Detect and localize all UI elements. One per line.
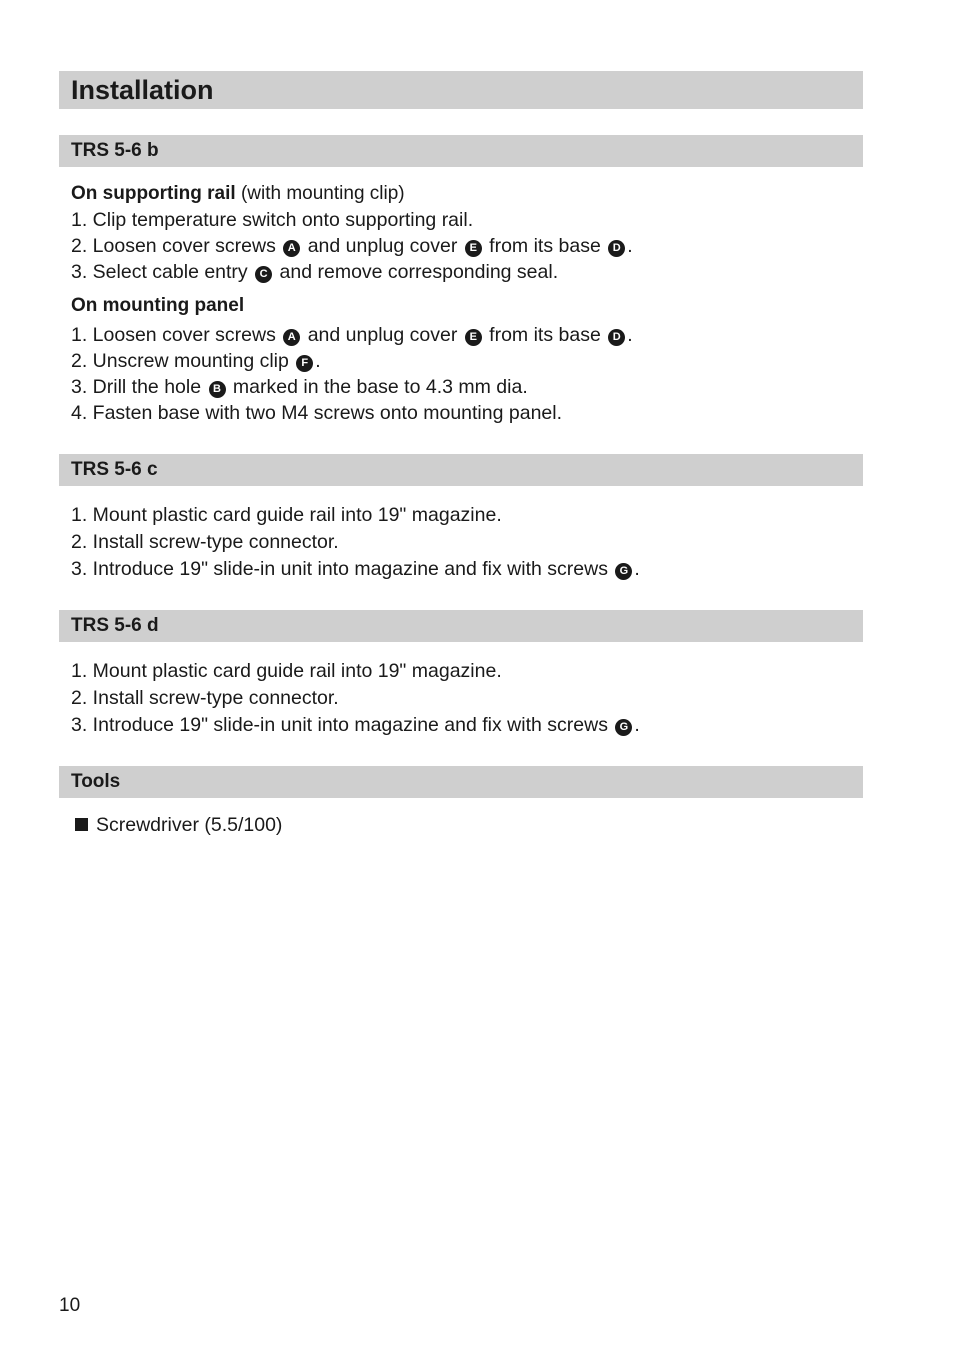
section-title: TRS 5-6 b <box>71 140 159 161</box>
step-text: 3. Select cable entry <box>71 261 248 283</box>
callout-marker-b: B <box>209 381 226 398</box>
step-text: 2. Install screw-type connector. <box>71 687 339 709</box>
section-header-trs-5-6-c <box>59 454 863 486</box>
callout-marker-e: E <box>465 240 482 257</box>
step-text: 2. Loosen cover screws <box>71 235 276 257</box>
step-item <box>71 322 851 348</box>
callout-marker-a: A <box>283 329 300 346</box>
section-title: TRS 5-6 d <box>71 615 159 636</box>
step-text: marked in the base to 4.3 mm dia. <box>232 376 528 398</box>
step-text: . <box>627 324 633 346</box>
step-item <box>71 259 851 285</box>
step-text: and unplug cover <box>307 235 458 257</box>
callout-marker-g: G <box>615 719 632 736</box>
step-text: . <box>315 350 321 372</box>
step-text: 4. Fasten base with two M4 screws onto mounting panel. <box>71 402 563 424</box>
step-item <box>71 529 851 556</box>
section-title: Tools <box>71 771 121 792</box>
step-item <box>71 556 851 583</box>
step-item <box>71 685 851 712</box>
step-text: and unplug cover <box>307 324 458 346</box>
step-text: . <box>627 235 633 257</box>
callout-marker-g: G <box>615 563 632 580</box>
subheading-note: (with mounting clip) <box>235 183 405 204</box>
tool-name: Screwdriver (5.5/100) <box>96 814 283 836</box>
step-text: 3. Introduce 19" slide-in unit into magazine and fix with screws <box>71 558 608 580</box>
step-text: . <box>634 558 640 580</box>
step-text: 1. Mount plastic card guide rail into 19" magazine. <box>71 660 502 682</box>
page-title: Installation <box>71 75 214 105</box>
step-item <box>71 658 851 685</box>
step-item <box>71 712 851 739</box>
title-bar <box>59 71 863 109</box>
step-text: 3. Introduce 19" slide-in unit into magazine and fix with screws <box>71 714 608 736</box>
callout-marker-c: C <box>255 266 272 283</box>
step-text: 3. Drill the hole <box>71 376 202 398</box>
section-d-content <box>71 658 851 739</box>
square-bullet-icon <box>75 818 88 831</box>
list-item <box>71 812 851 838</box>
step-text: 1. Loosen cover screws <box>71 324 276 346</box>
subheading-bold: On supporting rail <box>71 183 236 204</box>
step-item <box>71 374 851 400</box>
page-number: 10 <box>59 1295 81 1316</box>
callout-marker-f: F <box>296 355 313 372</box>
step-item <box>71 233 851 259</box>
step-item <box>71 207 851 233</box>
section-header-tools <box>59 766 863 798</box>
tools-list <box>71 812 851 838</box>
subheading-supporting-rail <box>71 181 851 207</box>
callout-marker-d: D <box>608 329 625 346</box>
section-header-trs-5-6-d <box>59 610 863 642</box>
callout-marker-a: A <box>283 240 300 257</box>
callout-marker-e: E <box>465 329 482 346</box>
subheading-mounting-panel: On mounting panel <box>71 295 245 316</box>
step-item <box>71 400 851 426</box>
step-text: and remove corresponding seal. <box>279 261 559 283</box>
section-c-content <box>71 502 851 583</box>
step-text: 2. Unscrew mounting clip <box>71 350 289 372</box>
step-text: from its base <box>489 324 601 346</box>
step-text: 2. Install screw-type connector. <box>71 531 339 553</box>
section-header-trs-5-6-b <box>59 135 863 167</box>
step-text: from its base <box>489 235 601 257</box>
step-text: 1. Clip temperature switch onto supporting rail. <box>71 209 474 231</box>
step-text: . <box>634 714 640 736</box>
section-title: TRS 5-6 c <box>71 459 158 480</box>
step-text: 1. Mount plastic card guide rail into 19" magazine. <box>71 504 502 526</box>
section-b-content <box>71 181 851 426</box>
callout-marker-d: D <box>608 240 625 257</box>
step-item <box>71 502 851 529</box>
step-item <box>71 348 851 374</box>
